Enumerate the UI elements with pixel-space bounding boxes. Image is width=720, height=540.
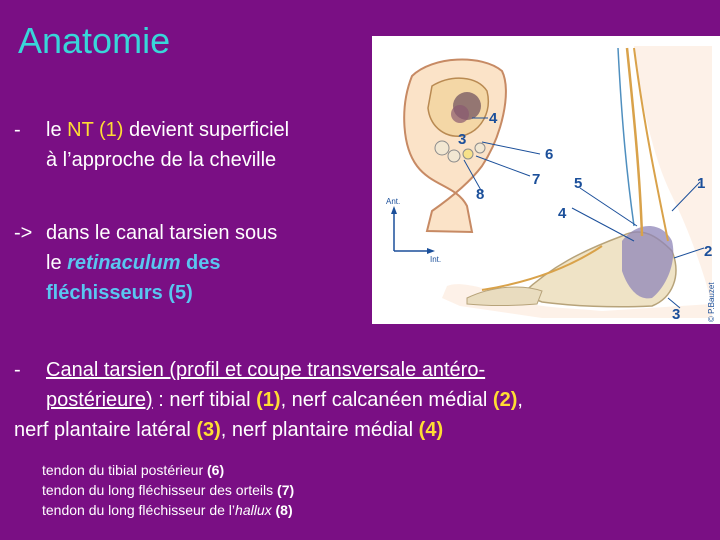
- nerve-number-4: (4): [418, 419, 444, 441]
- bullet1-text-2: devient superficiel: [123, 119, 290, 141]
- figure-label-6: 6: [545, 146, 554, 163]
- axis-int-label: Int.: [430, 255, 442, 264]
- bullet-nerves: [14, 355, 714, 445]
- list-item: tendon du long fléchisseur de l’hallux (8): [42, 502, 293, 518]
- figure-label-4b: 4: [558, 205, 567, 222]
- retinaculum-term: retinaculum: [67, 252, 181, 274]
- cross-section: [404, 60, 506, 232]
- bullet-arrow: ->: [14, 222, 33, 244]
- figure-label-1: 1: [697, 175, 706, 192]
- bullet2-line-3: fléchisseurs (5): [46, 282, 193, 304]
- des-term: des: [180, 252, 221, 274]
- figure-credit: © P.Bauzet: [707, 282, 716, 322]
- axis-ant-label: Ant.: [386, 197, 401, 206]
- bullet1-line-2: à l’approche de la cheville: [46, 149, 277, 171]
- bullet-dash: -: [14, 359, 21, 381]
- canal-heading-1: Canal tarsien (profil et coupe transversale antéro-: [46, 359, 486, 381]
- figure-label-3: 3: [458, 131, 467, 148]
- bullet3-text-1: : nerf tibial: [152, 389, 257, 411]
- figure-label-3b: 3: [672, 306, 681, 323]
- bullet3-line-2: [14, 385, 714, 415]
- nerve-number-3: (3): [196, 419, 221, 441]
- figure-label-2: 2: [704, 243, 713, 260]
- page-title: Anatomie: [18, 20, 171, 61]
- nt-abbrev: NT: [67, 119, 94, 141]
- bullet3-text-4: nerf plantaire latéral: [14, 419, 197, 441]
- bullet3-text-5: , nerf plantaire médial: [220, 419, 419, 441]
- figure-label-8: 8: [476, 186, 485, 203]
- bullet2-text-1: dans le canal tarsien sous: [46, 222, 278, 244]
- bullet-canal: [14, 218, 364, 308]
- tendon-list: [42, 460, 442, 520]
- nerve-number-2: (2): [492, 389, 518, 411]
- bullet-dash: -: [14, 119, 21, 141]
- list-item: tendon du long fléchisseur des orteils (7): [42, 482, 295, 498]
- figure-label-7: 7: [532, 171, 541, 188]
- bullet2-text-2: le: [46, 252, 68, 274]
- ankle-anatomy-figure: [372, 36, 720, 324]
- bullet3-text-2: , nerf calcanéen médial: [280, 389, 493, 411]
- nt-number: (1): [93, 119, 124, 141]
- ankle-illustration: [372, 36, 720, 324]
- figure-label-4: 4: [489, 110, 498, 127]
- canal-heading-2: postérieure): [46, 389, 153, 411]
- list-item: tendon du tibial postérieur (6): [42, 462, 225, 478]
- bullet3-text-3: ,: [517, 389, 523, 411]
- figure-label-5: 5: [574, 175, 583, 192]
- bullet3-line-3: [14, 415, 714, 445]
- nerve-number-1: (1): [256, 389, 281, 411]
- bullet-nt: [14, 115, 364, 175]
- bullet2-line-2: [14, 248, 364, 278]
- bullet1-text-1: le: [46, 119, 68, 141]
